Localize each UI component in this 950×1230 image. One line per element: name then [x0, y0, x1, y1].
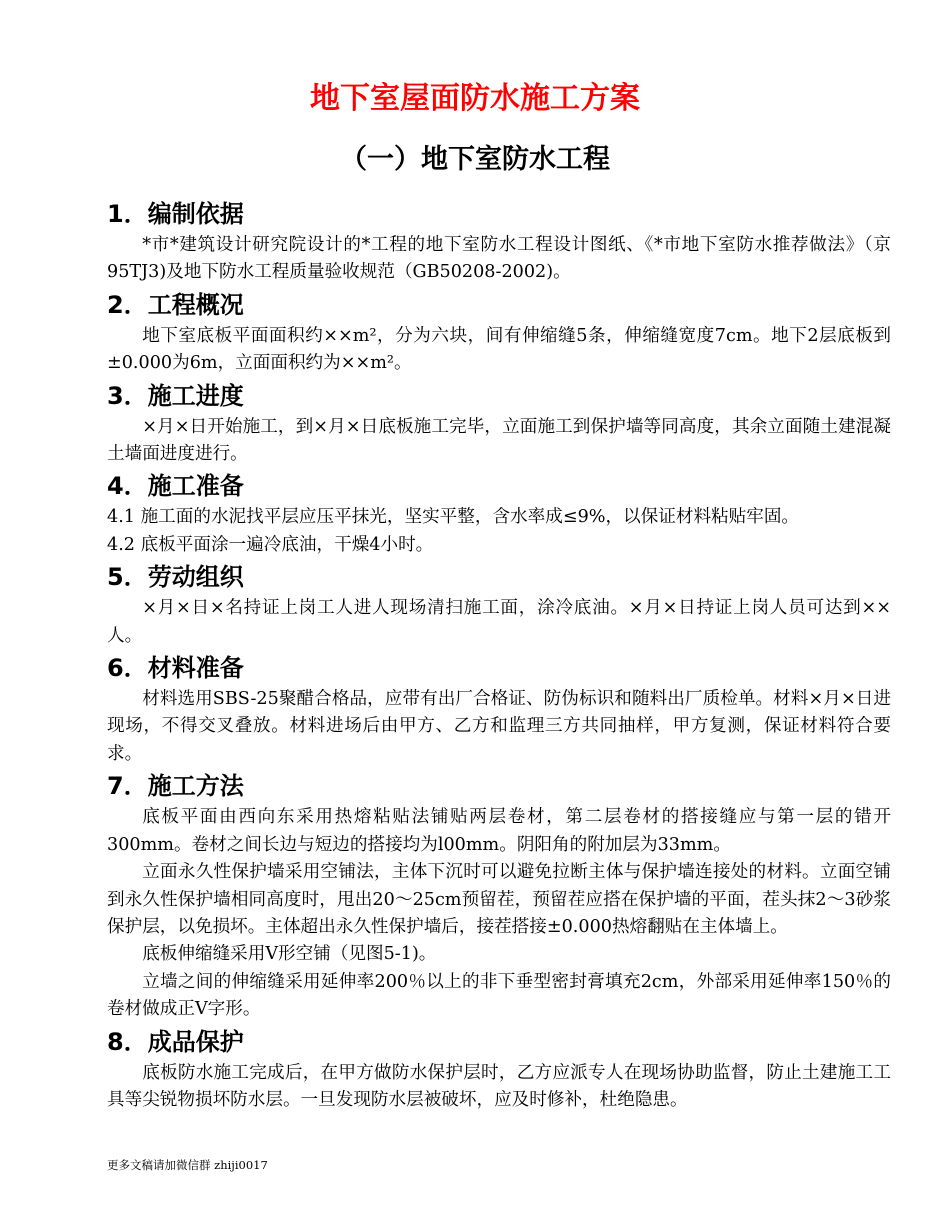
paragraph: 材料选用SBS-25聚醋合格品，应带有出厂合格证、防伪标识和随料出厂质检单。材料×月×日进现场，不得交叉叠放。材料进场后由甲方、乙方和监理三方共同抽样，甲方复测，保证材料符合要求。 — [107, 689, 891, 764]
section-1 — [107, 196, 891, 287]
section-heading: 7．施工方法 — [107, 772, 244, 801]
section-heading: 5．劳动组织 — [107, 563, 244, 592]
section-subtitle: （一）地下室防水工程 — [340, 144, 610, 175]
footer-note: 更多文稿请加微信群 zhiji0017 — [107, 1158, 268, 1172]
paragraph: 立墙之间的伸缩缝采用延伸率200％以上的非下垂型密封膏填充2cm，外部采用延伸率150％的卷材做成正V字形。 — [107, 971, 891, 1020]
paragraph: 地下室底板平面面积约××m²，分为六块，间有伸缩缝5条，伸缩缝宽度7cm。地下2层底板到±0.000为6m，立面面积约为××m²。 — [107, 325, 891, 374]
section-heading: 3．施工进度 — [107, 381, 244, 410]
section-heading: 2．工程概况 — [107, 290, 244, 319]
paragraph: ×月×日开始施工，到×月×日底板施工完毕，立面施工到保护墙等同高度，其余立面随土建混凝土墙面进度进行。 — [107, 416, 891, 465]
paragraph: 4.2 底板平面涂一遍冷底油，干燥4小时。 — [107, 534, 434, 555]
section-heading: 4．施工准备 — [107, 472, 244, 501]
section-3 — [107, 378, 891, 469]
paragraph: 底板伸缩缝采用V形空铺（见图5-1)。 — [142, 944, 437, 965]
section-4 — [107, 468, 891, 559]
document-body — [107, 196, 891, 1114]
section-7 — [107, 768, 891, 1023]
paragraph: *市*建筑设计研究院设计的*工程的地下室防水工程设计图纸、《*市地下室防水推荐做法》（京95TJ3)及地下防水工程质量验收规范（GB50208-2002)。 — [107, 235, 891, 283]
paragraph: 立面永久性保护墙采用空铺法，主体下沉时可以避免拉断主体与保护墙连接处的材料。立面空铺到永久性保护墙相同高度时，甩出20～25cm预留茬，预留茬应搭在保护墙的平面，茬头抹2～3砂浆保护层，以免损坏。主体超出永久性保护墙后，接茬搭接±0.000热熔翻贴在主体墙上。 — [107, 862, 891, 937]
section-heading: 6．材料准备 — [107, 654, 244, 683]
section-5 — [107, 559, 891, 650]
paragraph: 底板平面由西向东采用热熔粘贴法铺贴两层卷材，第二层卷材的搭接缝应与第一层的错开300mm。卷材之间长边与短边的搭接均为l00mm。阴阳角的附加层为33mm。 — [107, 807, 891, 855]
paragraph: 底板防水施工完成后，在甲方做防水保护层时，乙方应派专人在现场协助监督，防止土建施工工具等尖锐物损坏防水层。一旦发现防水层被破坏，应及时修补，杜绝隐患。 — [107, 1062, 891, 1110]
document-title: 地下室屋面防水施工方案 — [310, 81, 640, 116]
section-heading: 8．成品保护 — [107, 1027, 244, 1056]
paragraph: ×月×日×名持证上岗工人进人现场清扫施工面，涂冷底油。×月×日持证上岗人员可达到××人。 — [107, 598, 891, 646]
section-2 — [107, 287, 891, 378]
section-8 — [107, 1024, 891, 1115]
section-6 — [107, 650, 891, 768]
paragraph: 4.1 施工面的水泥找平层应压平抹光，坚实平整，含水率成≤9%，以保证材料粘贴牢固。 — [107, 507, 800, 528]
section-heading: 1．编制依据 — [107, 200, 244, 228]
